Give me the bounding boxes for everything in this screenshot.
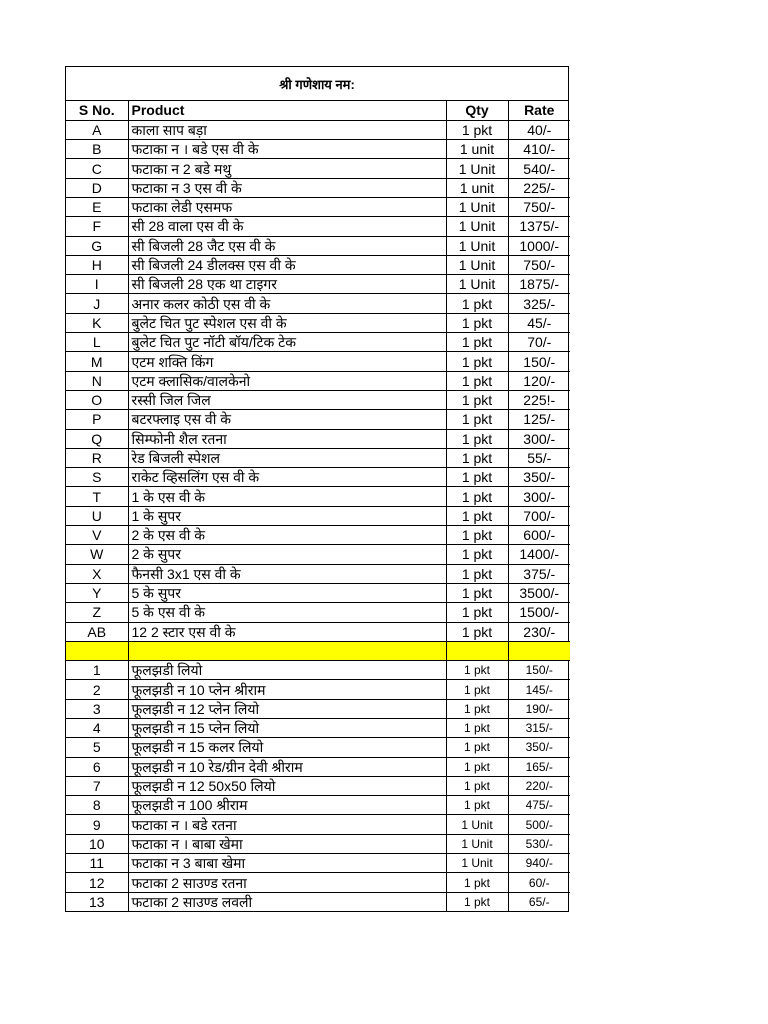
header-qty: Qty bbox=[446, 101, 508, 120]
cell-rate: 55/- bbox=[508, 448, 570, 467]
cell-product: राकेट व्हिसलिंग एस वी के bbox=[128, 468, 446, 487]
cell-qty: 1 pkt bbox=[446, 661, 508, 680]
cell-qty: 1 pkt bbox=[446, 390, 508, 409]
cell-product: फटाका न 3 एस वी के bbox=[128, 178, 446, 197]
cell-qty: 1 pkt bbox=[446, 371, 508, 390]
cell-product: एटम क्लासिक/वालकेनो bbox=[128, 371, 446, 390]
cell-product: सी बिजली 24 डीलक्स एस वी के bbox=[128, 255, 446, 274]
table-row bbox=[66, 622, 570, 641]
cell-product: फटाका न । बडे रतना bbox=[128, 815, 446, 834]
cell-rate: 1375/- bbox=[508, 217, 570, 236]
cell-product: 2 के एस वी के bbox=[128, 526, 446, 545]
cell-qty: 1 pkt bbox=[446, 564, 508, 583]
cell-sno: V bbox=[66, 526, 128, 545]
cell-product: फैनसी 3x1 एस वी के bbox=[128, 564, 446, 583]
cell-rate: 1500/- bbox=[508, 603, 570, 622]
cell-rate: 225!- bbox=[508, 390, 570, 409]
table-row bbox=[66, 583, 570, 602]
cell-product: रेड बिजली स्पेशल bbox=[128, 448, 446, 467]
table-row bbox=[66, 217, 570, 236]
cell-sno: 11 bbox=[66, 854, 128, 873]
separator-cell bbox=[66, 641, 128, 660]
cell-sno: 10 bbox=[66, 834, 128, 853]
cell-qty: 1 Unit bbox=[446, 197, 508, 216]
table-row bbox=[66, 468, 570, 487]
cell-product: 5 के एस वी के bbox=[128, 603, 446, 622]
cell-rate: 375/- bbox=[508, 564, 570, 583]
cell-product: सी बिजली 28 एक था टाइगर bbox=[128, 275, 446, 294]
cell-rate: 325/- bbox=[508, 294, 570, 313]
cell-rate: 350/- bbox=[508, 468, 570, 487]
cell-sno: AB bbox=[66, 622, 128, 641]
table-row bbox=[66, 757, 570, 776]
cell-rate: 540/- bbox=[508, 159, 570, 178]
table-row bbox=[66, 506, 570, 525]
cell-product: सी बिजली 28 जैट एस वी के bbox=[128, 236, 446, 255]
cell-rate: 1875/- bbox=[508, 275, 570, 294]
table-row bbox=[66, 661, 570, 680]
cell-rate: 700/- bbox=[508, 506, 570, 525]
cell-sno: Y bbox=[66, 583, 128, 602]
table-row bbox=[66, 178, 570, 197]
cell-sno: 6 bbox=[66, 757, 128, 776]
cell-rate: 120/- bbox=[508, 371, 570, 390]
cell-sno: O bbox=[66, 390, 128, 409]
sheet-title: श्री गणेशाय नम: bbox=[66, 67, 568, 101]
table-row bbox=[66, 796, 570, 815]
cell-rate: 60/- bbox=[508, 873, 570, 892]
cell-sno: 12 bbox=[66, 873, 128, 892]
cell-rate: 190/- bbox=[508, 699, 570, 718]
separator-cell bbox=[128, 641, 446, 660]
cell-sno: W bbox=[66, 545, 128, 564]
cell-product: फूलझडी न 100 श्रीराम bbox=[128, 796, 446, 815]
cell-rate: 475/- bbox=[508, 796, 570, 815]
table-row bbox=[66, 487, 570, 506]
cell-qty: 1 pkt bbox=[446, 545, 508, 564]
cell-sno: G bbox=[66, 236, 128, 255]
table-row bbox=[66, 873, 570, 892]
cell-sno: Q bbox=[66, 429, 128, 448]
cell-qty: 1 pkt bbox=[446, 313, 508, 332]
table-row bbox=[66, 834, 570, 853]
table-row bbox=[66, 545, 570, 564]
cell-sno: 9 bbox=[66, 815, 128, 834]
header-rate: Rate bbox=[508, 101, 570, 120]
cell-sno: D bbox=[66, 178, 128, 197]
cell-rate: 150/- bbox=[508, 352, 570, 371]
cell-sno: 2 bbox=[66, 680, 128, 699]
cell-sno: K bbox=[66, 313, 128, 332]
cell-rate: 350/- bbox=[508, 738, 570, 757]
cell-sno: H bbox=[66, 255, 128, 274]
cell-sno: Z bbox=[66, 603, 128, 622]
cell-sno: E bbox=[66, 197, 128, 216]
table-row bbox=[66, 390, 570, 409]
cell-sno: U bbox=[66, 506, 128, 525]
table-row bbox=[66, 255, 570, 274]
separator-cell bbox=[508, 641, 570, 660]
cell-qty: 1 pkt bbox=[446, 333, 508, 352]
cell-product: फूलझडी न 12 50x50 लियो bbox=[128, 776, 446, 795]
cell-product: 2 के सुपर bbox=[128, 545, 446, 564]
table-row bbox=[66, 313, 570, 332]
cell-product: फूलझडी न 10 रेड/ग्रीन देवी श्रीराम bbox=[128, 757, 446, 776]
cell-product: फूलझडी लियो bbox=[128, 661, 446, 680]
cell-rate: 1000/- bbox=[508, 236, 570, 255]
table-row bbox=[66, 410, 570, 429]
price-table bbox=[66, 101, 570, 911]
separator-row bbox=[66, 641, 570, 660]
cell-product: फटाका न 2 बडे मथु bbox=[128, 159, 446, 178]
cell-product: 1 के सुपर bbox=[128, 506, 446, 525]
cell-product: 12 2 स्टार एस वी के bbox=[128, 622, 446, 641]
cell-rate: 600/- bbox=[508, 526, 570, 545]
cell-sno: 7 bbox=[66, 776, 128, 795]
cell-sno: F bbox=[66, 217, 128, 236]
cell-product: फटाका न । बाबा खेमा bbox=[128, 834, 446, 853]
cell-product: सिम्फोनी शैल रतना bbox=[128, 429, 446, 448]
cell-qty: 1 pkt bbox=[446, 468, 508, 487]
cell-product: बटरफ्लाइ एस वी के bbox=[128, 410, 446, 429]
cell-sno: T bbox=[66, 487, 128, 506]
cell-product: बुलेट चित पुट स्पेशल एस वी के bbox=[128, 313, 446, 332]
cell-rate: 500/- bbox=[508, 815, 570, 834]
table-row bbox=[66, 448, 570, 467]
cell-rate: 300/- bbox=[508, 487, 570, 506]
cell-sno: 8 bbox=[66, 796, 128, 815]
table-row bbox=[66, 719, 570, 738]
cell-sno: L bbox=[66, 333, 128, 352]
cell-qty: 1 unit bbox=[446, 178, 508, 197]
cell-rate: 410/- bbox=[508, 140, 570, 159]
cell-qty: 1 Unit bbox=[446, 854, 508, 873]
table-row bbox=[66, 680, 570, 699]
cell-qty: 1 pkt bbox=[446, 294, 508, 313]
table-row bbox=[66, 854, 570, 873]
cell-product: एटम शक्ति किंग bbox=[128, 352, 446, 371]
cell-rate: 230/- bbox=[508, 622, 570, 641]
cell-product: फटाका 2 साउण्ड लवली bbox=[128, 892, 446, 911]
cell-qty: 1 pkt bbox=[446, 526, 508, 545]
cell-qty: 1 pkt bbox=[446, 583, 508, 602]
cell-qty: 1 pkt bbox=[446, 410, 508, 429]
cell-rate: 45/- bbox=[508, 313, 570, 332]
cell-product: काला साप बड़ा bbox=[128, 120, 446, 139]
cell-qty: 1 pkt bbox=[446, 776, 508, 795]
cell-qty: 1 pkt bbox=[446, 120, 508, 139]
table-row bbox=[66, 564, 570, 583]
table-row bbox=[66, 603, 570, 622]
cell-product: सी 28 वाला एस वी के bbox=[128, 217, 446, 236]
cell-qty: 1 Unit bbox=[446, 815, 508, 834]
price-list-sheet bbox=[65, 66, 569, 912]
table-row bbox=[66, 699, 570, 718]
table-row bbox=[66, 197, 570, 216]
cell-sno: N bbox=[66, 371, 128, 390]
cell-qty: 1 Unit bbox=[446, 159, 508, 178]
cell-qty: 1 pkt bbox=[446, 757, 508, 776]
cell-product: फूलझडी न 15 प्लेन लियो bbox=[128, 719, 446, 738]
cell-sno: 5 bbox=[66, 738, 128, 757]
header-row bbox=[66, 101, 570, 120]
cell-qty: 1 pkt bbox=[446, 680, 508, 699]
cell-sno: P bbox=[66, 410, 128, 429]
cell-rate: 750/- bbox=[508, 197, 570, 216]
cell-product: फटाका लेडी एसमफ bbox=[128, 197, 446, 216]
cell-sno: 13 bbox=[66, 892, 128, 911]
cell-qty: 1 Unit bbox=[446, 275, 508, 294]
cell-product: फूलझडी न 10 प्लेन श्रीराम bbox=[128, 680, 446, 699]
cell-sno: X bbox=[66, 564, 128, 583]
cell-rate: 1400/- bbox=[508, 545, 570, 564]
cell-qty: 1 unit bbox=[446, 140, 508, 159]
cell-rate: 300/- bbox=[508, 429, 570, 448]
cell-product: 5 के सुपर bbox=[128, 583, 446, 602]
cell-qty: 1 pkt bbox=[446, 487, 508, 506]
cell-rate: 165/- bbox=[508, 757, 570, 776]
cell-rate: 225/- bbox=[508, 178, 570, 197]
table-body bbox=[66, 120, 570, 911]
cell-product: फूलझडी न 15 कलर लियो bbox=[128, 738, 446, 757]
cell-sno: M bbox=[66, 352, 128, 371]
cell-sno: B bbox=[66, 140, 128, 159]
cell-sno: J bbox=[66, 294, 128, 313]
cell-rate: 940/- bbox=[508, 854, 570, 873]
cell-qty: 1 Unit bbox=[446, 236, 508, 255]
header-product: Product bbox=[128, 101, 446, 120]
cell-rate: 750/- bbox=[508, 255, 570, 274]
table-row bbox=[66, 371, 570, 390]
cell-product: अनार कलर कोठी एस वी के bbox=[128, 294, 446, 313]
cell-sno: S bbox=[66, 468, 128, 487]
cell-product: फटाका न । बडे एस वी के bbox=[128, 140, 446, 159]
cell-rate: 145/- bbox=[508, 680, 570, 699]
cell-qty: 1 pkt bbox=[446, 622, 508, 641]
cell-product: बुलेट चित पुट नॉटी बॉय/टिक टेक bbox=[128, 333, 446, 352]
cell-sno: 4 bbox=[66, 719, 128, 738]
table-row bbox=[66, 236, 570, 255]
table-row bbox=[66, 776, 570, 795]
cell-qty: 1 Unit bbox=[446, 217, 508, 236]
cell-rate: 70/- bbox=[508, 333, 570, 352]
cell-sno: A bbox=[66, 120, 128, 139]
cell-qty: 1 pkt bbox=[446, 448, 508, 467]
cell-product: फटाका न 3 बाबा खेमा bbox=[128, 854, 446, 873]
cell-rate: 530/- bbox=[508, 834, 570, 853]
table-row bbox=[66, 738, 570, 757]
cell-rate: 150/- bbox=[508, 661, 570, 680]
cell-product: 1 के एस वी के bbox=[128, 487, 446, 506]
table-row bbox=[66, 815, 570, 834]
cell-qty: 1 pkt bbox=[446, 738, 508, 757]
cell-sno: 1 bbox=[66, 661, 128, 680]
table-row bbox=[66, 892, 570, 911]
cell-product: रस्सी जिल जिल bbox=[128, 390, 446, 409]
table-row bbox=[66, 275, 570, 294]
cell-product: फटाका 2 साउण्ड रतना bbox=[128, 873, 446, 892]
cell-qty: 1 Unit bbox=[446, 255, 508, 274]
cell-qty: 1 pkt bbox=[446, 352, 508, 371]
cell-product: फूलझडी न 12 प्लेन लियो bbox=[128, 699, 446, 718]
cell-rate: 315/- bbox=[508, 719, 570, 738]
cell-rate: 220/- bbox=[508, 776, 570, 795]
table-row bbox=[66, 120, 570, 139]
table-row bbox=[66, 159, 570, 178]
table-row bbox=[66, 352, 570, 371]
cell-rate: 65/- bbox=[508, 892, 570, 911]
cell-sno: 3 bbox=[66, 699, 128, 718]
cell-qty: 1 pkt bbox=[446, 603, 508, 622]
table-row bbox=[66, 294, 570, 313]
cell-qty: 1 pkt bbox=[446, 506, 508, 525]
cell-qty: 1 Unit bbox=[446, 834, 508, 853]
separator-cell bbox=[446, 641, 508, 660]
cell-qty: 1 pkt bbox=[446, 429, 508, 448]
table-row bbox=[66, 333, 570, 352]
table-row bbox=[66, 429, 570, 448]
cell-sno: C bbox=[66, 159, 128, 178]
cell-qty: 1 pkt bbox=[446, 873, 508, 892]
cell-qty: 1 pkt bbox=[446, 699, 508, 718]
table-row bbox=[66, 526, 570, 545]
cell-sno: R bbox=[66, 448, 128, 467]
cell-sno: I bbox=[66, 275, 128, 294]
header-sno: S No. bbox=[66, 101, 128, 120]
cell-qty: 1 pkt bbox=[446, 892, 508, 911]
cell-rate: 40/- bbox=[508, 120, 570, 139]
table-row bbox=[66, 140, 570, 159]
cell-qty: 1 pkt bbox=[446, 796, 508, 815]
cell-rate: 3500/- bbox=[508, 583, 570, 602]
cell-rate: 125/- bbox=[508, 410, 570, 429]
cell-qty: 1 pkt bbox=[446, 719, 508, 738]
